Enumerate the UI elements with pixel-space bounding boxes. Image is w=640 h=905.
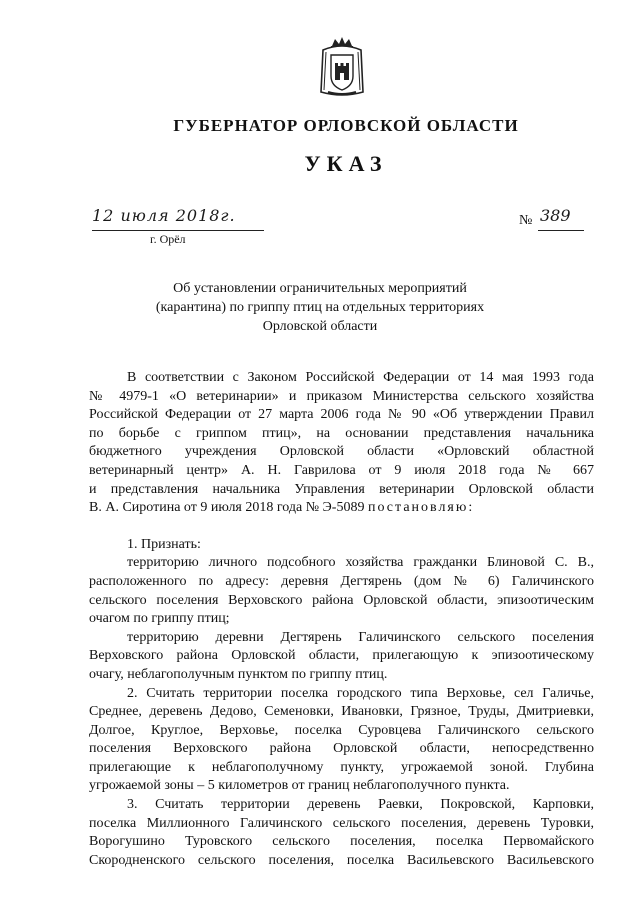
body-line: Долгое, Круглое, Верховье, поселка Суровцева Галичинского сельского <box>89 722 594 738</box>
body-line: 3. Считать территории деревень Раевки, Покровской, Карповки, <box>127 797 594 813</box>
body-line: ветеринарный центр» А. Н. Гаврилова от 9 июля 2018 года № 667 <box>89 462 594 478</box>
body-line: Российской Федерации от 27 марта 2006 года № 90 «Об утверждении Правил <box>89 407 594 423</box>
number-underline <box>538 230 584 231</box>
body-line: поселка Миллионного Галичинского сельского поселения, деревень Туровки, <box>89 815 594 831</box>
subject-line: (карантина) по гриппу птиц на отдельных территориях <box>155 300 485 315</box>
body-line: расположенного по адресу: деревня Дегтярень (дом № 6) Галичинского <box>89 573 594 589</box>
body-line-text: В. А. Сиротина от 9 июля 2018 года № Э-5089 <box>89 500 365 516</box>
body-line: по борьбе с гриппом птиц», на основании представления начальника <box>89 425 594 441</box>
document-subject <box>120 279 520 336</box>
item-heading: 1. Признать: <box>127 536 201 552</box>
document-body <box>89 369 594 870</box>
document-number: 389 <box>540 206 571 225</box>
coat-of-arms-emblem <box>318 36 366 98</box>
document-date: 12 июля 2018г. <box>92 206 236 225</box>
body-line: территорию деревни Дегтярень Галичинского сельского поселения <box>127 629 594 645</box>
number-label: № <box>519 213 533 228</box>
body-line <box>89 499 594 518</box>
paragraph-gap <box>89 518 594 536</box>
body-line: 2. Считать территории поселка городского типа Верховье, сел Галичье, <box>127 685 594 701</box>
body-line: очагу, неблагополучным пунктом по гриппу птиц. <box>89 666 388 682</box>
body-line: бюджетного учреждения Орловской области «Орловский областной <box>89 444 594 460</box>
resolution-word: постановляю: <box>367 500 475 516</box>
body-line: Скородненского сельского поселения, поселка Васильевского Васильевского <box>89 852 594 868</box>
body-line: Ворогушино Туровского сельского поселения, поселка Первомайского <box>89 834 594 850</box>
body-line: № 4979-1 «О ветеринарии» и приказом Министерства сельского хозяйства <box>89 388 594 404</box>
body-line: сельского поселения Верховского района Орловской области, эпизоотическим <box>89 592 594 608</box>
subject-line: Орловской области <box>262 319 378 334</box>
body-line: Верховского района Орловской области, прилегающую к эпизоотическому <box>89 648 594 664</box>
body-line: и представления начальника Управления ветеринарии Орловской области <box>89 481 594 497</box>
document-city: г. Орёл <box>150 232 186 246</box>
body-line: угрожаемой зоны – 5 километров от границ неблагополучного пункта. <box>89 778 510 794</box>
date-underline <box>92 230 264 231</box>
issuer-title: ГУБЕРНАТОР ОРЛОВСКОЙ ОБЛАСТИ <box>173 116 519 135</box>
body-line: очагом по гриппу птиц; <box>89 611 230 627</box>
body-line: территорию личного подсобного хозяйства гражданки Блиновой С. В., <box>127 555 594 571</box>
body-line: В соответствии с Законом Российской Федерации от 14 мая 1993 года <box>127 370 594 385</box>
body-line: поселения Верховского района Орловской области, непосредственно <box>89 741 594 757</box>
body-line: Среднее, деревень Дедово, Семеновки, Ивановки, Грязное, Труды, Дмитриевки, <box>89 704 594 720</box>
body-line: прилегающие к неблагополучному пункту, угрожаемой зоной. Глубина <box>89 759 594 775</box>
subject-line: Об установлении ограничительных мероприятий <box>173 281 467 296</box>
document-type: УКАЗ <box>304 151 388 176</box>
